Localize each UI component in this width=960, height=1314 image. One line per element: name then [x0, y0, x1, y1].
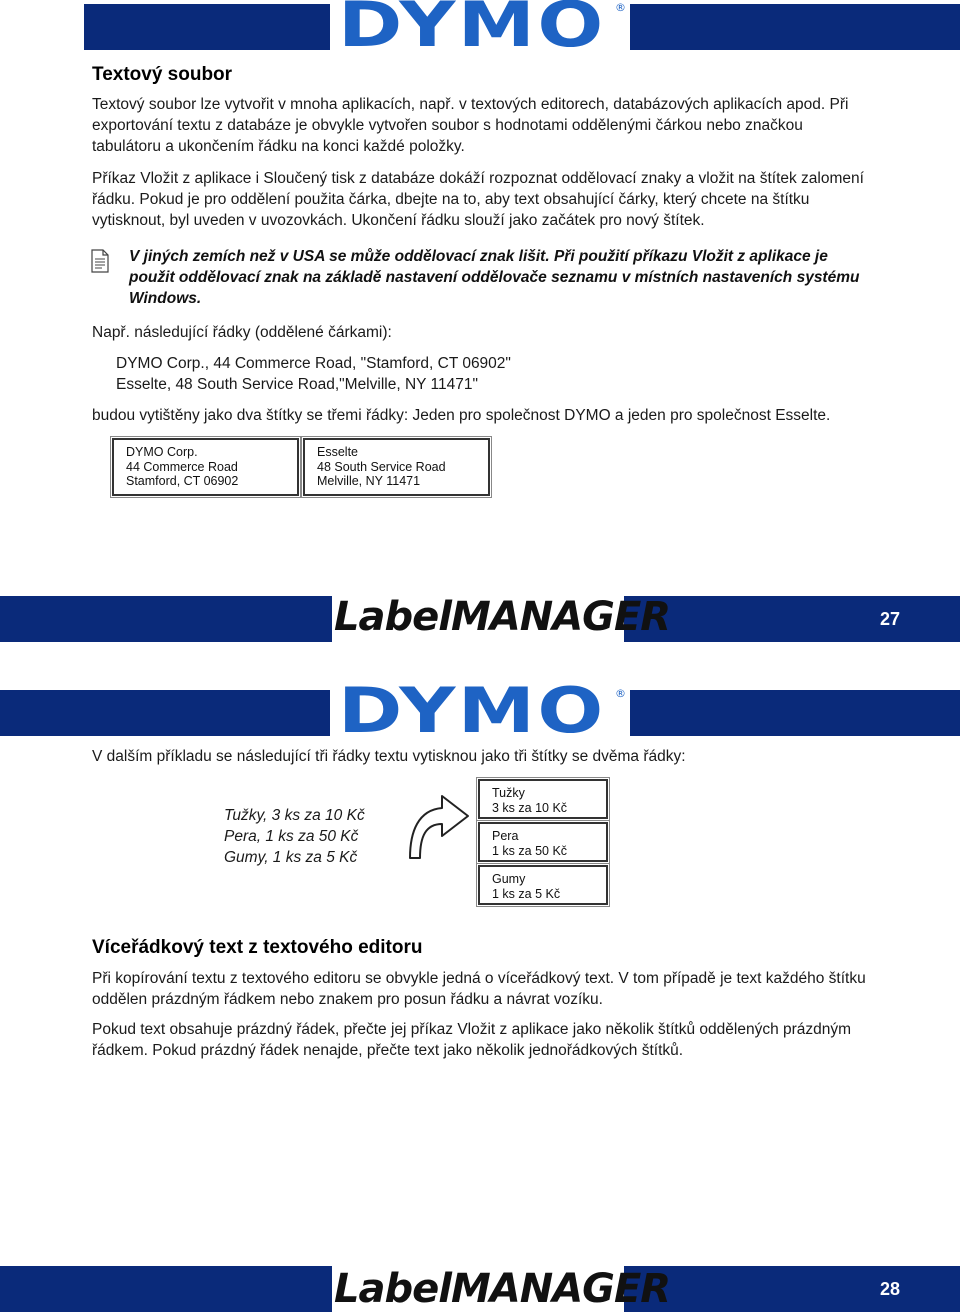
footer-bar-right	[624, 1266, 960, 1312]
labelmanager-logo-box	[332, 1262, 671, 1314]
label-preview-esselte: Esselte 48 South Service Road Melville, NY 11471	[303, 438, 490, 496]
section-title-text-file: Textový soubor	[92, 64, 233, 85]
header-bar-right	[630, 4, 960, 50]
source-line-2: Pera, 1 ks za 50 Kč	[224, 828, 359, 845]
source-line-3: Gumy, 1 ks za 5 Kč	[224, 849, 358, 866]
curved-arrow-icon	[402, 780, 472, 860]
note-delimiter-regional: V jiných zemích než v USA se může oddělovací znak lišit. Při použití příkazu Vložit z aplikace je použit oddělovací znak na základě nastavení oddělovače seznamu v místních nastaveních systému Windows.	[129, 248, 860, 307]
note-page-icon	[90, 249, 110, 273]
paragraph-empty-line: Pokud text obsahuje prázdný řádek, přečte jej příkaz Vložit z aplikace jako několik štítků oddělených prázdným řádkem. Pokud prázdný řádek nenajde, přečte text jako několik jednořádkových štítků.	[92, 1021, 852, 1059]
registered-mark: ®	[615, 687, 626, 700]
header-bar-left	[0, 690, 330, 736]
label-preview-gumy: Gumy 1 ks za 5 Kč	[478, 865, 608, 905]
labelmanager-logo-box	[332, 590, 671, 642]
paragraph-text-file-intro: Textový soubor lze vytvořit v mnoha aplikacích, např. v textových editorech, databázových aplikacích apod. Při exportování textu z databáze je obvykle vytvořen soubor s hodnotami oddělenými čárkou nebo značkou tabulátoru a ukončením řádku na konci každé položky.	[92, 96, 849, 155]
paragraph-delimiters: Příkaz Vložit z aplikace i Sloučený tisk z databáze dokáží rozpoznat oddělovací znaky a vložit na štítek zalomení řádku. Pokud je pro oddělení použita čárka, dbejte na to, aby text obsahující čárky, který chcete na štítku vytisknout, byl uveden v uvozovkách. Ukončení řádku slouží jako začátek pro nový štítek.	[92, 170, 864, 229]
label-preview-pera: Pera 1 ks za 50 Kč	[478, 822, 608, 862]
footer-bar-left	[0, 1266, 332, 1312]
page-number: 28	[880, 1279, 901, 1299]
registered-mark: ®	[615, 1, 626, 14]
label-preview-tuzky: Tužky 3 ks za 10 Kč	[478, 779, 608, 819]
example-line-1: DYMO Corp., 44 Commerce Road, "Stamford, CT 06902"	[116, 355, 511, 372]
dymo-logo: DYMO ®	[332, 686, 628, 742]
source-line-1: Tužky, 3 ks za 10 Kč	[224, 807, 365, 824]
labelmanager-logo: LabelMANAGER	[334, 1266, 671, 1312]
labelmanager-logo: LabelMANAGER	[334, 594, 671, 640]
header-bar-left	[84, 4, 330, 50]
example-intro-three-labels: V dalším příkladu se následující tři řádky textu vytisknou jako tři štítky se dvěma řádky:	[92, 748, 686, 765]
section-title-multiline: Víceřádkový text z textového editoru	[92, 937, 423, 958]
example-intro: Např. následující řádky (oddělené čárkami):	[92, 324, 392, 341]
example-line-2: Esselte, 48 South Service Road,"Melville, NY 11471"	[116, 376, 478, 393]
header-bar-right	[630, 690, 960, 736]
dymo-logo: DYMO ®	[332, 0, 628, 56]
page-number: 27	[880, 609, 901, 629]
paragraph-multiline-copy: Při kopírování textu z textového editoru se obvykle jedná o víceřádkový text. V tom případě je text každého štítku oddělen prázdným řádkem nebo znakem pro posun řádku a návrat vozíku.	[92, 970, 866, 1008]
result-description: budou vytištěny jako dva štítky se třemi řádky: Jeden pro společnost DYMO a jeden pro společnost Esselte.	[92, 407, 831, 424]
footer-bar-right	[624, 596, 960, 642]
label-preview-dymo: DYMO Corp. 44 Commerce Road Stamford, CT 06902	[112, 438, 299, 496]
footer-bar-left	[0, 596, 332, 642]
